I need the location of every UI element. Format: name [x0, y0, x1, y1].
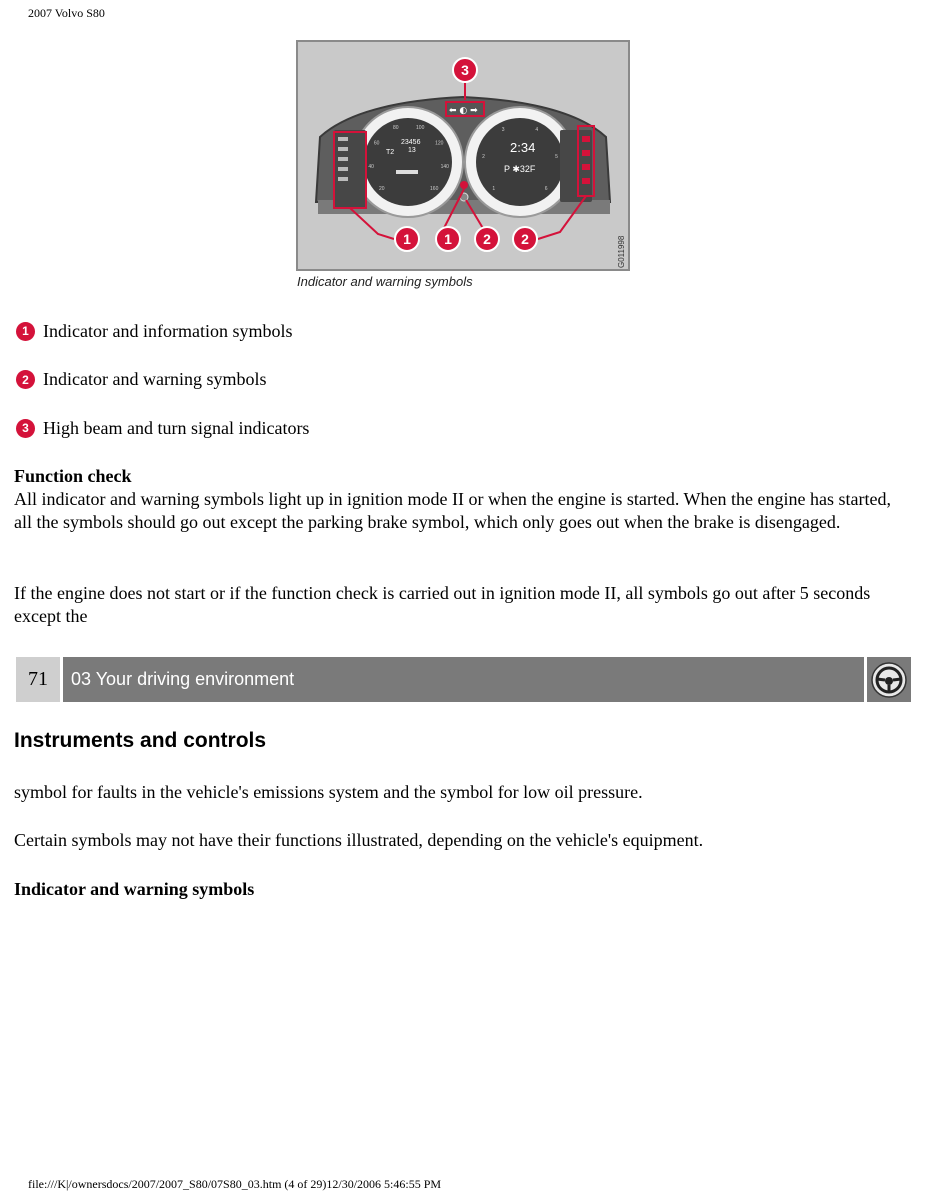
steering-wheel-icon	[867, 657, 911, 702]
section-banner	[16, 657, 911, 702]
callout-badge-2a	[475, 227, 499, 251]
turn-signal-arrows: ⬅ ◐ ➡	[449, 106, 478, 116]
warning-symbol	[582, 178, 590, 184]
indicator-symbol	[338, 157, 348, 161]
svg-text:2: 2	[521, 231, 529, 247]
subheading: Indicator and warning symbols	[14, 879, 255, 899]
callout-item	[14, 417, 894, 439]
gauge-tick-label: 4	[535, 127, 539, 133]
callout-badge-1b	[436, 227, 460, 251]
svg-text:1: 1	[444, 231, 452, 247]
fuel-bar	[396, 170, 418, 174]
function-check-paragraph-2: If the engine does not start or if the function check is carried out in ignition mode II, all symbols go out after 5 seconds except the	[14, 583, 871, 626]
trip-value: 13	[408, 147, 416, 154]
page-number: 71	[16, 657, 60, 702]
document-header: 2007 Volvo S80	[28, 6, 105, 20]
callout-number-badge: 3	[16, 419, 35, 438]
callout-item	[14, 369, 894, 391]
figure-caption: Indicator and warning symbols	[297, 274, 473, 289]
callout-number-badge: 1	[16, 322, 35, 341]
callout-number-badge: 2	[16, 370, 35, 389]
gauge-tick-label: 40	[368, 164, 374, 171]
odometer-readout: 23456	[401, 139, 421, 146]
trip-label: T2	[386, 149, 395, 156]
gauge-tick-label: 60	[373, 140, 380, 147]
indicator-symbol	[338, 167, 348, 171]
gear-temp-readout: P ✱32F	[504, 164, 536, 174]
gauge-tick-label: 1	[492, 186, 496, 193]
callout-badge-2b	[513, 227, 537, 251]
callout-text: Indicator and information symbols	[43, 320, 293, 341]
gauge-tick-label: 140	[440, 164, 449, 171]
gauge-tick-label: 160	[430, 186, 439, 193]
callout-text: Indicator and warning symbols	[43, 369, 267, 389]
callout-badge-1a	[395, 227, 419, 251]
callout-text: High beam and turn signal indicators	[43, 417, 310, 438]
speedometer-face	[364, 118, 452, 206]
section-title: 03 Your driving environment	[63, 657, 864, 702]
instrument-cluster-figure	[296, 40, 630, 271]
callout-item	[14, 320, 894, 342]
gauge-tick-label: 5	[555, 154, 558, 161]
callout-list	[14, 320, 894, 466]
tachometer-face	[476, 118, 564, 206]
gauge-tick-label: 20	[379, 186, 385, 193]
svg-text:2: 2	[483, 231, 491, 247]
svg-text:1: 1	[403, 231, 411, 247]
emissions-paragraph: symbol for faults in the vehicle's emissions system and the symbol for low oil pressure.	[14, 782, 643, 802]
gauge-tick-label: 6	[544, 186, 548, 193]
figure-reference-code: G011998	[617, 235, 626, 268]
gauge-tick-label: 3	[501, 127, 505, 133]
page-title: Instruments and controls	[14, 729, 267, 752]
warning-symbol	[582, 164, 590, 170]
gauge-tick-label: 2	[482, 154, 485, 161]
equipment-paragraph: Certain symbols may not have their functions illustrated, depending on the vehicle's equipment.	[14, 830, 704, 850]
indicator-symbol	[338, 147, 348, 151]
gauge-tick-label: 80	[393, 125, 399, 132]
function-check-paragraph-1: All indicator and warning symbols light up in ignition mode II or when the engine is started. When the engine has started, all the symbols should go out except the parking brake symbol, which only goes out when the brake is disengaged.	[14, 489, 891, 532]
indicator-symbol	[338, 137, 348, 141]
instrument-cluster-illustration	[298, 42, 628, 269]
center-warning-light	[460, 181, 468, 189]
indicator-symbol	[338, 177, 348, 181]
svg-text:3: 3	[461, 62, 469, 78]
gauge-tick-label: 120	[435, 140, 444, 147]
callout-badge-3	[453, 58, 477, 82]
warning-symbol	[582, 136, 590, 142]
function-check-heading: Function check	[14, 466, 132, 486]
clock-readout: 2:34	[510, 140, 536, 155]
gauge-tick-label: 100	[416, 125, 425, 132]
document-footer: file:///K|/ownersdocs/2007/2007_S80/07S80_03.htm (4 of 29)12/30/2006 5:46:55 PM	[28, 1177, 442, 1191]
warning-symbol	[582, 150, 590, 156]
